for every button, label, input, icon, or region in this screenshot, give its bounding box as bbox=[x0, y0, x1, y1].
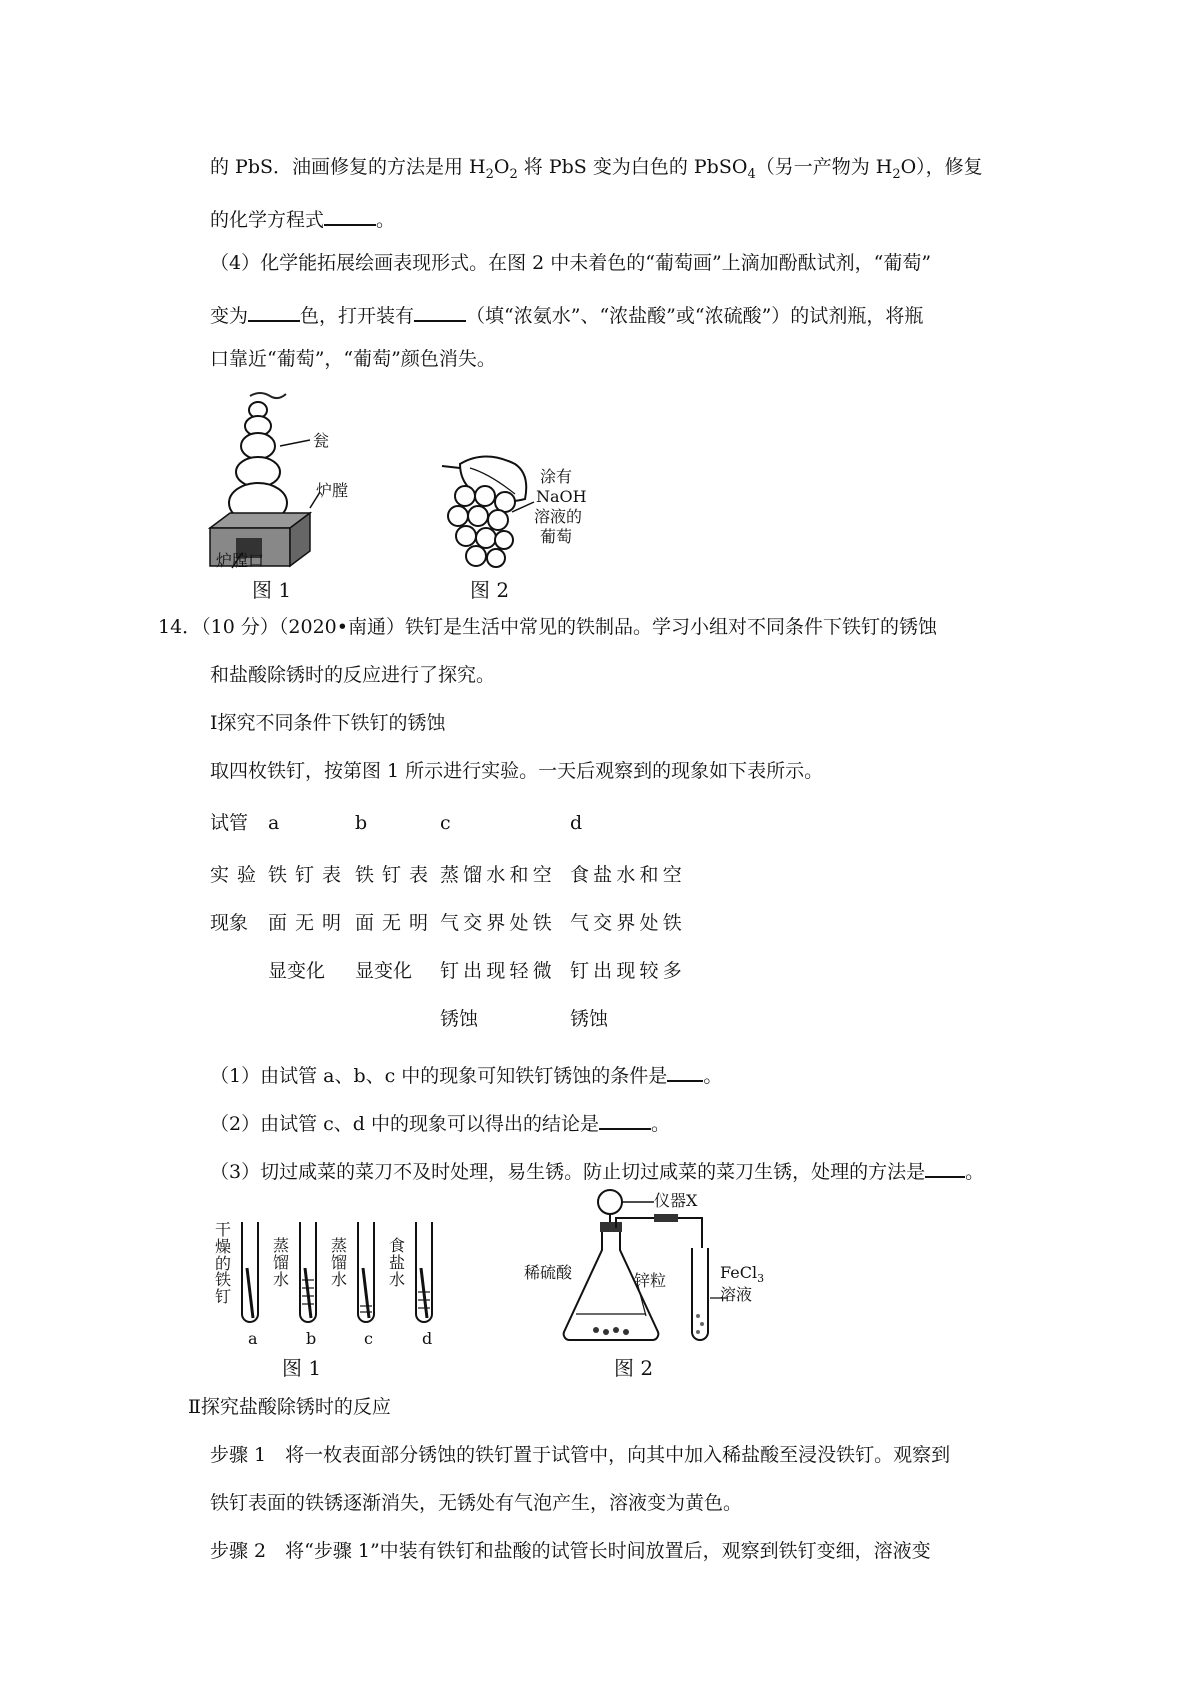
question-14-line-1: 14．（10 分）（2020•南通）铁钉是生活中常见的铁制品。学习小组对不同条件下铁钉的锈蚀 bbox=[158, 616, 937, 638]
experiment-intro: 取四枚铁钉，按第图 1 所示进行实验。一天后观察到的现象如下表所示。 bbox=[210, 760, 824, 782]
table-row2-b: 面无明 bbox=[355, 912, 436, 934]
table-row3-b: 显变化 bbox=[355, 960, 413, 982]
grape-label-1: 涂有 bbox=[540, 467, 573, 486]
label-weng: 瓮 bbox=[313, 431, 330, 450]
answer-blank-q1[interactable] bbox=[667, 1062, 703, 1082]
table-row2-c: 气交界处铁 bbox=[440, 912, 556, 934]
table-head-d: d bbox=[570, 812, 583, 834]
tube-b-label: 蒸馏水 bbox=[272, 1236, 289, 1289]
subscript-4: 4 bbox=[747, 166, 756, 182]
table-row3-a: 显变化 bbox=[268, 960, 326, 982]
label-lutang: 炉膛 bbox=[316, 481, 349, 500]
step-1-line-1: 步骤 1 将一枚表面部分锈蚀的铁钉置于试管中，向其中加入稀盐酸至浸没铁钉。观察到 bbox=[210, 1444, 951, 1466]
grape-label-2: NaOH bbox=[536, 487, 587, 506]
table-row4-c: 锈蚀 bbox=[440, 1008, 479, 1030]
question-4-line-1: （4）化学能拓展绘画表现形式。在图 2 中未着色的“葡萄画”上滴加酚酞试剂，“葡萄” bbox=[210, 252, 932, 274]
table-head-tube: 试管 bbox=[210, 812, 249, 834]
table-row2-label: 现象 bbox=[210, 912, 249, 934]
tube-d bbox=[416, 1222, 432, 1322]
label-lutangkou: 炉膛口 bbox=[216, 551, 265, 570]
sub-question-1: （1）由试管 a、b、c 中的现象可知铁钉锈蚀的条件是 。 bbox=[210, 1062, 722, 1086]
figure-caption-4: 图 2 bbox=[614, 1356, 654, 1380]
table-row3-c: 钉出现轻微 bbox=[440, 960, 556, 982]
tube-a bbox=[242, 1222, 258, 1322]
subscript-2c: 2 bbox=[892, 166, 901, 182]
tube-letter-a: a bbox=[248, 1329, 258, 1348]
grape-label-3: 溶液的 bbox=[534, 507, 583, 526]
subscript-2b: 2 bbox=[509, 166, 518, 182]
tube-letter-d: d bbox=[422, 1329, 433, 1348]
sub-question-2: （2）由试管 c、d 中的现象可以得出的结论是 。 bbox=[210, 1110, 670, 1134]
paragraph-line-1: 的 PbS．油画修复的方法是用 $H_2O_2$ 将 PbS 变为白色的 PbSO$_4$（另一产物为 $H_2O$），修复 bbox=[210, 156, 983, 182]
tube-b bbox=[300, 1222, 316, 1322]
sub-question-3: （3）切过咸菜的菜刀不及时处理，易生锈。防止切过咸菜的菜刀生锈，处理的方法是 。 bbox=[210, 1158, 984, 1182]
paragraph-line-2: 的化学方程式 。 bbox=[210, 206, 395, 230]
small-test-tube bbox=[692, 1248, 708, 1340]
question-4-line-2: 变为 色，打开装有 （填“浓氨水”、“浓盐酸”或“浓硫酸”）的试剂瓶，将瓶 bbox=[210, 302, 923, 326]
section-2-heading: Ⅱ探究盐酸除锈时的反应 bbox=[188, 1396, 391, 1418]
answer-blank-reagent[interactable] bbox=[414, 302, 466, 322]
step-1-line-2: 铁钉表面的铁锈逐渐消失，无锈处有气泡产生，溶液变为黄色。 bbox=[210, 1492, 743, 1514]
tube-c bbox=[358, 1222, 374, 1322]
table-row1-a: 铁钉表 bbox=[268, 864, 349, 886]
label-solution: 溶液 bbox=[720, 1285, 753, 1304]
answer-blank-color[interactable] bbox=[248, 302, 300, 322]
question-14-line-2: 和盐酸除锈时的反应进行了探究。 bbox=[210, 664, 496, 686]
tube-d-label: 食盐水 bbox=[388, 1236, 405, 1289]
figure-caption-3: 图 1 bbox=[282, 1356, 322, 1380]
answer-blank-q2[interactable] bbox=[599, 1110, 651, 1130]
table-row2-a: 面无明 bbox=[268, 912, 349, 934]
table-row1-c: 蒸馏水和空 bbox=[440, 864, 556, 886]
tube-a-label: 干燥的铁钉 bbox=[214, 1220, 231, 1307]
table-head-b: b bbox=[355, 812, 368, 834]
answer-blank[interactable] bbox=[324, 206, 376, 226]
table-head-a: a bbox=[268, 812, 280, 834]
section-1-heading: Ⅰ探究不同条件下铁钉的锈蚀 bbox=[210, 712, 446, 734]
tube-letter-c: c bbox=[364, 1329, 373, 1348]
table-row1-label: 实验 bbox=[210, 864, 264, 886]
table-row2-d: 气交界处铁 bbox=[570, 912, 686, 934]
subscript-2: 2 bbox=[485, 166, 494, 182]
tube-letter-b: b bbox=[306, 1329, 317, 1348]
answer-blank-q3[interactable] bbox=[925, 1158, 965, 1178]
figure-caption-2: 图 2 bbox=[470, 578, 510, 602]
table-row1-b: 铁钉表 bbox=[355, 864, 436, 886]
table-row3-d: 钉出现较多 bbox=[570, 960, 686, 982]
step-2-line-1: 步骤 2 将“步骤 1”中装有铁钉和盐酸的试管长时间放置后，观察到铁钉变细，溶液变 bbox=[210, 1540, 931, 1562]
figure-caption-1: 图 1 bbox=[252, 578, 292, 602]
test-tubes-figure bbox=[236, 1220, 436, 1330]
label-instrument-x: 仪器X bbox=[654, 1191, 698, 1210]
table-row1-d: 食盐水和空 bbox=[570, 864, 686, 886]
label-dilute-acid: 稀硫酸 bbox=[524, 1263, 573, 1282]
table-head-c: c bbox=[440, 812, 451, 834]
table-row4-d: 锈蚀 bbox=[570, 1008, 609, 1030]
grape-label-4: 葡萄 bbox=[540, 527, 573, 546]
question-4-line-3: 口靠近“葡萄”，“葡萄”颜色消失。 bbox=[210, 348, 496, 370]
kiln-figure bbox=[210, 388, 380, 568]
label-zinc: 锌粒 bbox=[634, 1271, 667, 1290]
label-fecl3: FeCl$_3$ bbox=[720, 1263, 765, 1286]
tube-c-label: 蒸馏水 bbox=[330, 1236, 347, 1289]
smoke-icon bbox=[250, 393, 286, 398]
